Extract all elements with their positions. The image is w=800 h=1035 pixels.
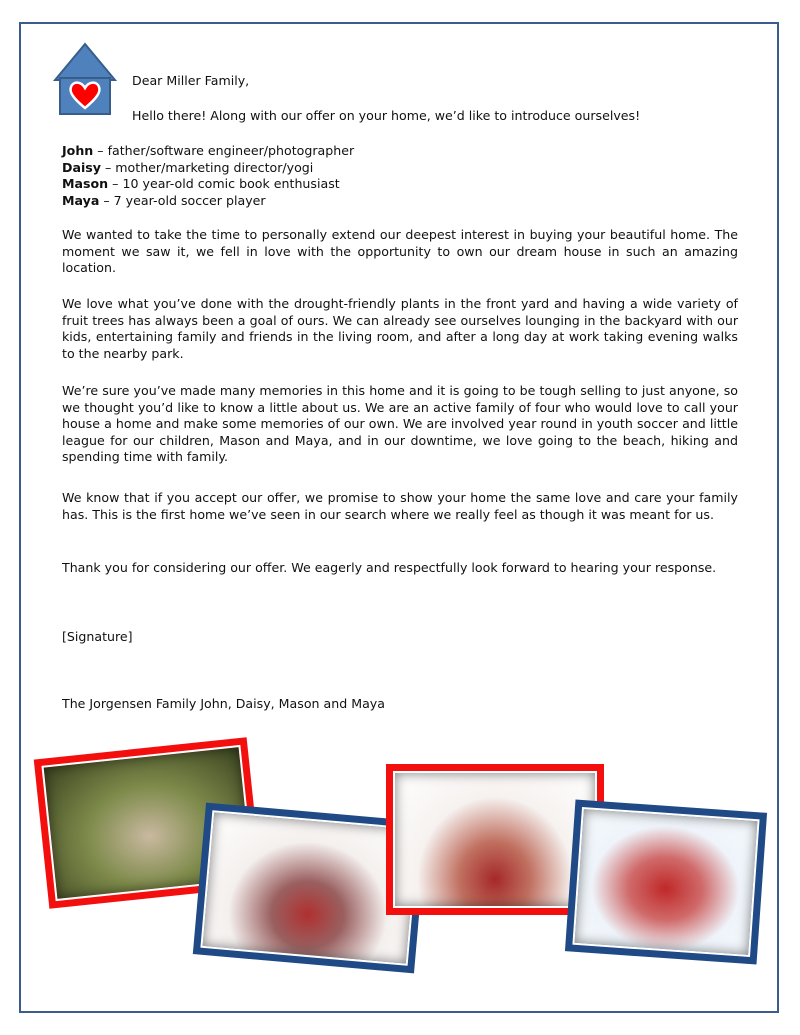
member-name: Mason: [62, 176, 109, 192]
paragraph: We love what you’ve done with the drought-friendly plants in the front yard and having a wide variety of fruit trees has always been a goal of ours. We can already see ourselves lounging in the backyard with our kids, entertaining family and friends in the living room, and after a long day at work taking evening walks to the nearby park.: [62, 296, 738, 361]
member-desc: – father/software engineer/photographer: [93, 143, 355, 158]
paragraph: We’re sure you’ve made many memories in this home and it is going to be tough selling to just anyone, so we thought you’d like to know a little about us. We are an active family of four who would love to call your house a home and make some memories of our own. We are involved year round in youth soccer and little league for our children, Mason and Maya, and in our downtime, we love going to the beach, hiking and spending time with family.: [62, 383, 738, 465]
member-name: Maya: [62, 192, 100, 208]
family-list: [62, 143, 738, 209]
family-member: [62, 160, 738, 177]
intro: Hello there! Along with our offer on your home, we’d like to introduce ourselves!: [132, 108, 641, 123]
family-lying-photo: [565, 799, 767, 964]
paragraph: We know that if you accept our offer, we promise to show your home the same love and care your family has. This is the first home we’ve seen in our search where we really feel as though it was meant for us.: [62, 490, 738, 522]
paragraph: We wanted to take the time to personally extend our deepest interest in buying your beautiful home. The moment we saw it, we fell in love with the opportunity to own our dream house in such an amazing location.: [62, 227, 738, 276]
member-name: John: [62, 143, 94, 158]
member-desc: – 10 year-old comic book enthusiast: [108, 176, 340, 192]
paragraph: Thank you for considering our offer. We eagerly and respectfully look forward to hearing your response.: [62, 560, 717, 575]
closing: The Jorgensen Family John, Daisy, Mason and Maya: [62, 696, 385, 711]
house-heart-icon: [53, 42, 117, 116]
family-member: [62, 193, 738, 210]
family-member: [62, 143, 738, 160]
greeting: Dear Miller Family,: [132, 73, 250, 88]
member-desc: – 7 year-old soccer player: [99, 192, 266, 208]
family-member: [62, 176, 738, 193]
member-desc: – mother/marketing director/yogi: [100, 159, 314, 175]
member-name: Daisy: [62, 159, 101, 175]
signature: [Signature]: [62, 629, 133, 644]
